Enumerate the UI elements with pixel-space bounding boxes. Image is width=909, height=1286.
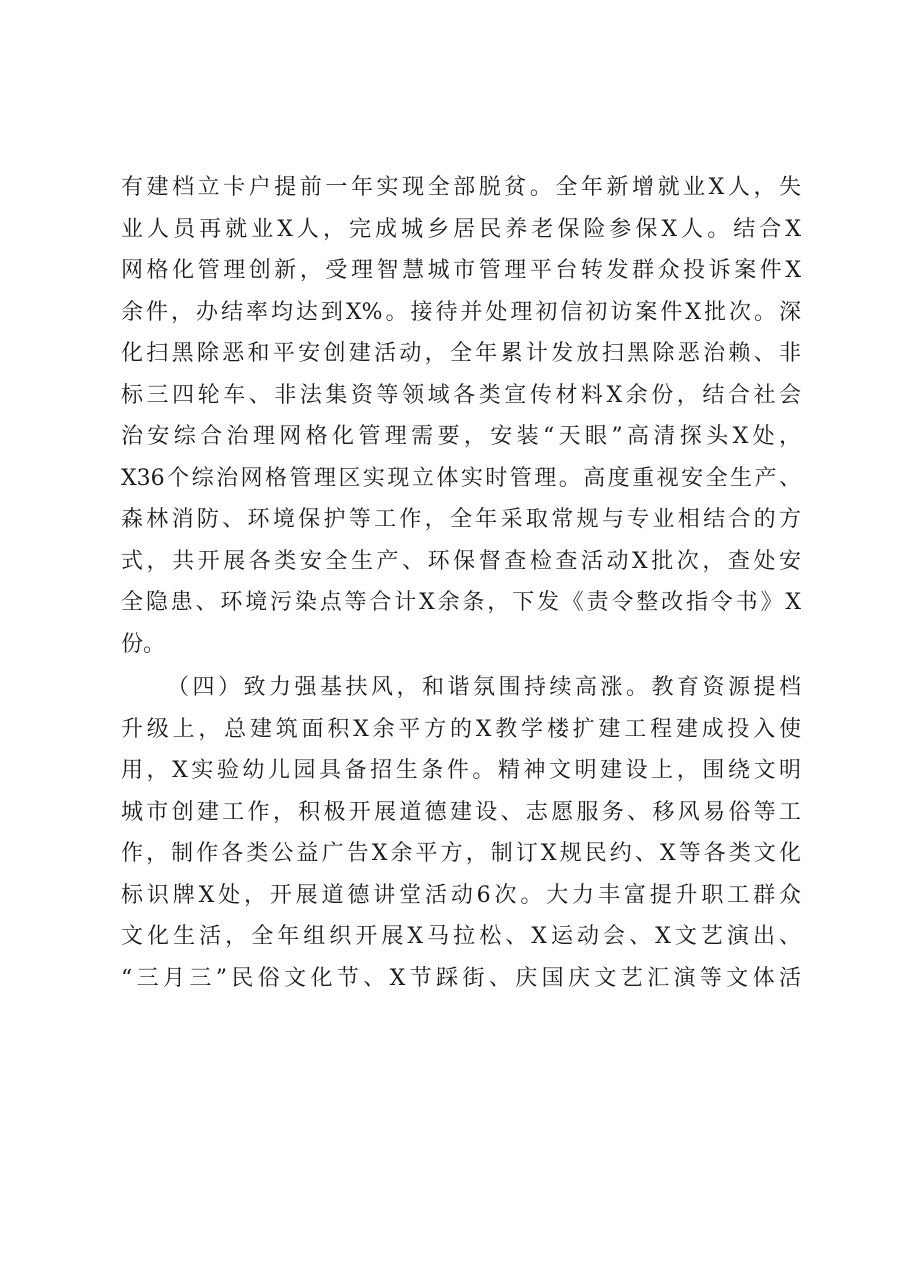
text-line: （四）致力强基扶风，和谐氛围持续高涨。教育资源提档: [167, 675, 801, 700]
text-line: 网格化管理创新，受理智慧城市管理平台转发群众投诉案件X: [121, 258, 801, 283]
text-line: 份。: [121, 631, 166, 657]
text-line: 文化生活，全年组织开展X马拉松、X运动会、X文艺演出、: [121, 924, 801, 949]
text-line: 标三四轮车、非法集资等领域各类宣传材料X余份，结合社会: [121, 382, 801, 408]
text-line: 化扫黑除恶和平安创建活动，全年累计发放扫黑除恶治赖、非: [121, 341, 801, 366]
text-line: 标识牌X处，开展道德讲堂活动6次。大力丰富提升职工群众: [121, 882, 801, 908]
text-line: 森林消防、环境保护等工作，全年采取常规与专业相结合的方: [121, 507, 801, 532]
text-line: 升级上，总建筑面积X余平方的X教学楼扩建工程建成投入使: [121, 716, 801, 742]
document-body: [121, 167, 801, 999]
text-line: 治安综合治理网格化管理需要，安装“天眼”高清探头X处，: [121, 424, 801, 449]
paragraph-1: [121, 167, 801, 665]
text-line: 业人员再就业X人，完成城乡居民养老保险参保X人。结合X: [121, 216, 801, 242]
text-line: X36个综治网格管理区实现立体实时管理。高度重视安全生产、: [121, 465, 801, 491]
text-line: 作，制作各类公益广告X余平方，制订X规民约、X等各类文化: [121, 841, 801, 866]
text-line: 余件，办结率均达到X%。接待并处理初信初访案件X批次。深: [121, 299, 801, 325]
text-line: 有建档立卡户提前一年实现全部脱贫。全年新增就业X人，失: [121, 175, 801, 200]
text-line: 用，X实验幼儿园具备招生条件。精神文明建设上，围绕文明: [121, 758, 801, 783]
text-line: “三月三”民俗文化节、X节踩街、庆国庆文艺汇演等文体活: [121, 965, 801, 991]
text-line: 城市创建工作，积极开展道德建设、志愿服务、移风易俗等工: [121, 799, 801, 825]
text-line: 全隐患、环境污染点等合计X余条，下发《责令整改指令书》X: [121, 590, 801, 615]
paragraph-2: [121, 667, 801, 999]
text-line: 式，共开展各类安全生产、环保督查检查活动X批次，查处安: [121, 548, 801, 574]
